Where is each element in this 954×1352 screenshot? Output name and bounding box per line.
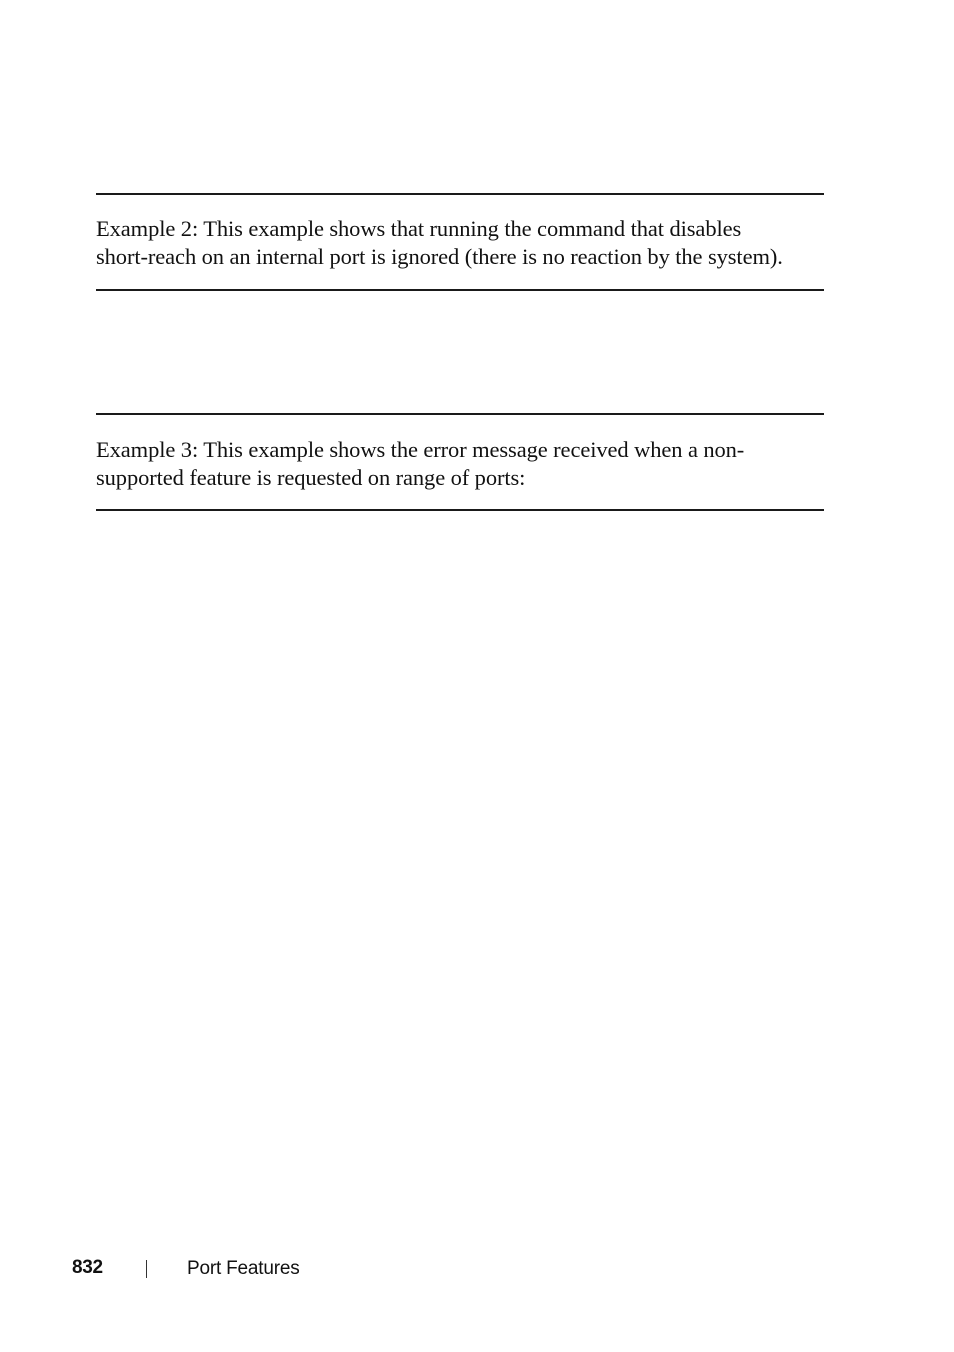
example-3-caption	[96, 436, 836, 492]
section-title: Port Features	[187, 1258, 300, 1279]
footer-separator	[146, 1260, 147, 1278]
example-3-bottom-rule	[96, 509, 824, 511]
example-3-caption-line-2: supported feature is requested on range of ports:	[96, 465, 526, 490]
page-number: 832	[72, 1257, 103, 1278]
example-2-caption-line-2: short-reach on an internal port is ignored (there is no reaction by the system).	[96, 244, 783, 269]
example-3-caption-line-1: Example 3: This example shows the error message received when a non-	[96, 437, 745, 462]
example-2-top-rule	[96, 193, 824, 195]
example-2-bottom-rule	[96, 289, 824, 291]
example-2-caption-line-1: Example 2: This example shows that running the command that disables	[96, 216, 742, 241]
example-3-top-rule	[96, 413, 824, 415]
example-2-caption	[96, 215, 836, 271]
